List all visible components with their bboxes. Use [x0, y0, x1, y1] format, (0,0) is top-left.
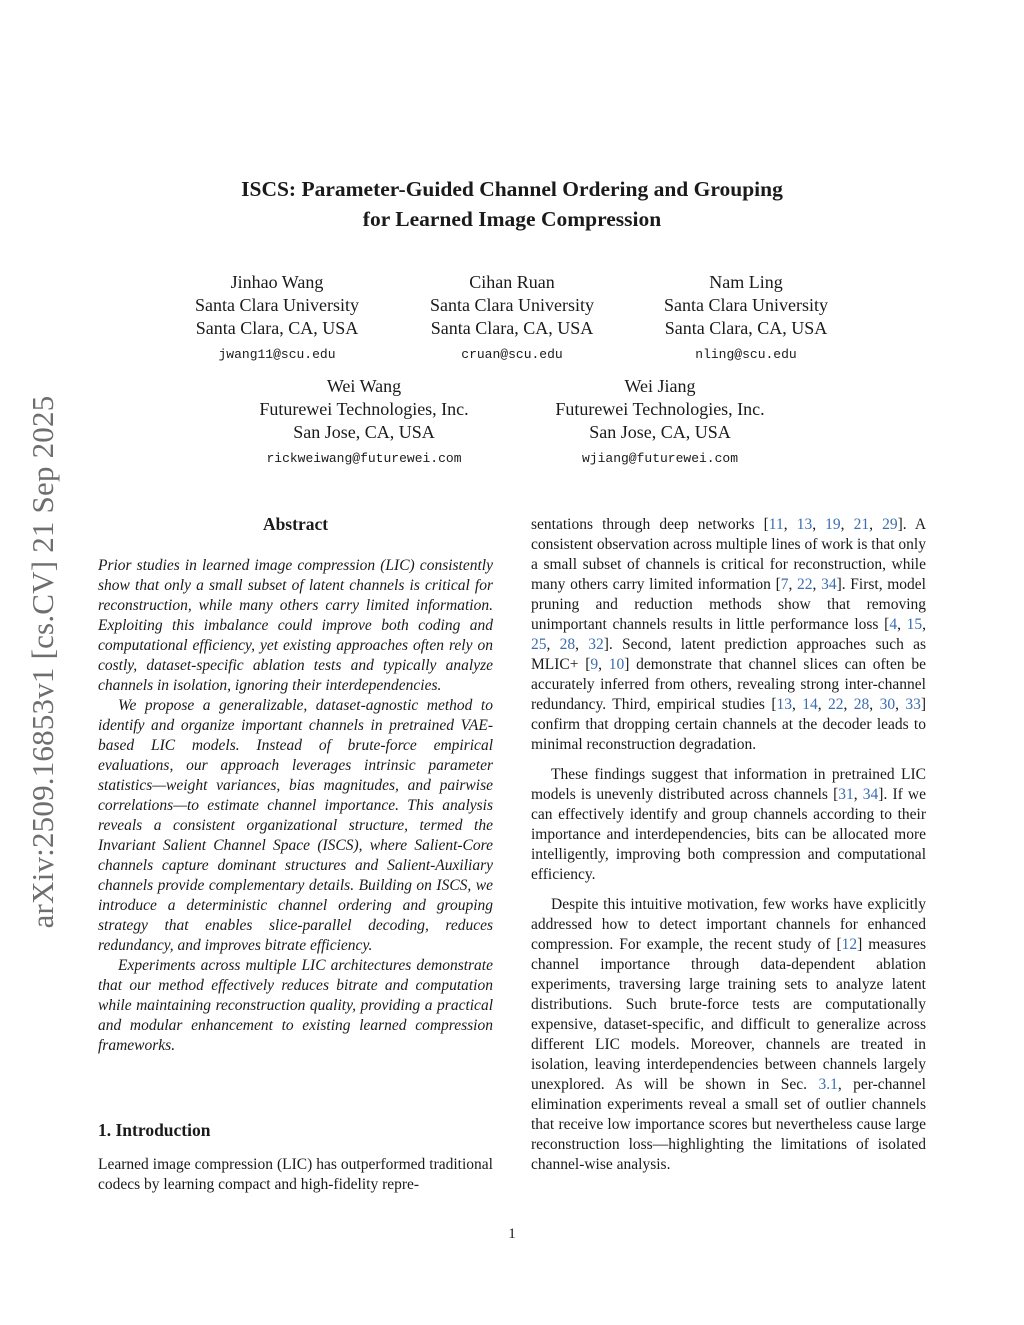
citation-list [818, 1076, 837, 1093]
citation-link[interactable]: 22 [828, 696, 844, 713]
citation-link[interactable]: 12 [841, 936, 858, 953]
abstract-heading: Abstract [262, 514, 329, 534]
body-paragraph [531, 515, 926, 755]
citation-link[interactable]: 11 [768, 516, 784, 533]
citation-link[interactable]: 28 [559, 636, 576, 653]
text-run: , per-channel elimination experiments reveal a small set of outlier channels that receive low importance scores but nevertheless cause large reconstruction loss—highlighting the limitations of isolated channel-wise analysis. [531, 1076, 926, 1173]
author-block [530, 375, 790, 468]
author-email[interactable]: wjiang@futurewei.com [581, 451, 739, 466]
author-block [147, 271, 407, 364]
citation-link[interactable]: 3.1 [818, 1076, 838, 1093]
citation-link[interactable]: 22 [797, 576, 813, 593]
author-name: Wei Wang [326, 376, 402, 396]
author-email[interactable]: cruan@scu.edu [461, 347, 563, 362]
body-paragraph [531, 765, 926, 885]
citation-list: 11, 13, 19, 21, 29 [768, 516, 898, 533]
right-column [531, 515, 926, 1175]
citation-list: 13, 14, 22, 28, 30, 33 [776, 696, 921, 713]
author-location: Santa Clara, CA, USA [664, 318, 828, 338]
citation-link[interactable]: 13 [776, 696, 792, 713]
author-location: Santa Clara, CA, USA [430, 318, 594, 338]
citation-list: 31, 34 [838, 786, 879, 803]
author-affiliation: Futurewei Technologies, Inc. [259, 399, 469, 419]
text-run: ]. A consistent observation across multiple lines of work is that only a small subset of channels is critical for reconstruction, while many others carry limited information [ [531, 516, 927, 593]
citation-link[interactable]: 4 [889, 616, 898, 633]
citation-link[interactable]: 28 [853, 696, 870, 713]
citation-link[interactable]: 25 [531, 636, 547, 653]
citation-link[interactable]: 7 [780, 576, 789, 593]
abstract-paragraph: Experiments across multiple LIC architectures demonstrate that our method effectively reduces bitrate and computation while maintaining reconstruction quality, providing a practical and modular enhancement to existing learned compression frameworks. [98, 957, 493, 1054]
author-affiliation: Santa Clara University [195, 295, 359, 315]
author-location: San Jose, CA, USA [293, 422, 435, 442]
citation-link[interactable]: 9 [590, 656, 599, 673]
text-run: sentations through deep networks [ [531, 516, 769, 533]
citation-link[interactable]: 14 [802, 696, 818, 713]
citation-link[interactable]: 10 [608, 656, 625, 673]
citation-link[interactable]: 34 [821, 576, 837, 593]
author-name: Cihan Ruan [469, 272, 555, 292]
abstract-body [98, 556, 493, 1056]
author-affiliation: Santa Clara University [430, 295, 594, 315]
text-run: ]. If we can effectively identify and group channels according to their importance and interdependencies, bits can be allocated more intelligently, improving both compression and computational efficiency. [531, 786, 927, 883]
author-email[interactable]: nling@scu.edu [695, 347, 797, 362]
title-line-2: for Learned Image Compression [362, 207, 662, 231]
author-name: Jinhao Wang [230, 272, 324, 292]
title-line-1: ISCS: Parameter-Guided Channel Ordering and Grouping [241, 177, 783, 201]
citation-list: 4, 15, 25, 28, 32 [531, 616, 926, 653]
intro-body [98, 1155, 493, 1195]
text-run: ] measures channel importance through data-dependent ablation experiments, traversing large training sets to analyze latent distributions. Such brute-force tests are computationally expensive, dataset-specific, and difficult to generalize across different LIC models. Moreover, channels are treated in isolation, leaving interdependencies between channels largely unexplored. As will be shown in Sec. [531, 936, 926, 1093]
arxiv-identifier: arXiv:2509.16853v1 [cs.CV] 21 Sep 2025 [25, 395, 60, 929]
citation-link[interactable]: 30 [879, 696, 896, 713]
citation-link[interactable]: 33 [905, 696, 921, 713]
author-block [234, 375, 494, 468]
citation-link[interactable]: 34 [862, 786, 879, 803]
citation-list: 9, 10 [590, 656, 625, 673]
author-affiliation: Futurewei Technologies, Inc. [555, 399, 765, 419]
citation-link[interactable]: 15 [906, 616, 923, 633]
author-location: San Jose, CA, USA [589, 422, 731, 442]
abstract-paragraph: We propose a generalizable, dataset-agnostic method to identify and organize important channels in pretrained VAE-based LIC models. Instead of brute-force empirical evaluations, our approach leverages intrinsic parameter statistics—weight variances, bias magnitudes, and pairwise correlations—to estimate channel importance. This analysis reveals a consistent organizational structure, termed the Invariant Salient Channel Space (ISCS), where Salient-Core channels capture dominant structures and Salient-Auxiliary channels provide complementary details. Building on ISCS, we introduce a deterministic channel ordering and grouping strategy that enables slice-parallel decoding, reduces redundancy, and improves bitrate efficiency. [98, 697, 493, 954]
page-number: 1 [508, 1226, 516, 1242]
body-paragraph [531, 895, 926, 1175]
abstract-paragraph: Prior studies in learned image compression (LIC) consistently show that only a small subset of latent channels is critical for reconstruction, while many others carry limited information. Exploiting this imbalance could improve both coding and computational efficiency, yet existing approaches often rely on costly, dataset-specific ablation tests and typically analyze channels in isolation, ignoring their interdependencies. [98, 557, 493, 694]
citation-link[interactable]: 21 [853, 516, 870, 533]
paper-title [150, 174, 874, 234]
citation-list: 7, 22, 34 [780, 576, 837, 593]
intro-paragraph: Learned image compression (LIC) has outperformed traditional codecs by learning compact and high-fidelity repre- [98, 1156, 493, 1193]
author-name: Wei Jiang [624, 376, 696, 396]
author-name: Nam Ling [709, 272, 783, 292]
text-run: ] confirm that dropping certain channels at the decoder leads to minimal reconstruction degradation. [531, 696, 926, 753]
citation-list [842, 936, 858, 953]
citation-link[interactable]: 31 [838, 786, 854, 803]
citation-link[interactable]: 13 [796, 516, 813, 533]
text-run: Despite this intuitive motivation, few works have explicitly addressed how to detect important channels for enhanced compression. For example, the recent study of [ [531, 896, 926, 953]
author-email[interactable]: jwang11@scu.edu [218, 347, 336, 362]
section-heading: 1. Introduction [98, 1120, 211, 1140]
citation-link[interactable]: 19 [825, 516, 841, 533]
text-run: ]. Second, latent prediction approaches such as MLIC+ [ [531, 636, 927, 673]
author-affiliation: Santa Clara University [664, 295, 828, 315]
author-location: Santa Clara, CA, USA [195, 318, 359, 338]
author-block [382, 271, 642, 364]
text-run: ]. First, model pruning and reduction methods show that removing unimportant channels results in little performance loss [ [531, 576, 926, 633]
citation-link[interactable]: 29 [882, 516, 898, 533]
text-run: ] demonstrate that channel slices can often be accurately inferred from others, revealing strong inter-channel redundancy. Third, empirical studies [ [531, 656, 926, 713]
text-run: These findings suggest that information in pretrained LIC models is unevenly distributed across channels [ [531, 766, 926, 803]
author-email[interactable]: rickweiwang@futurewei.com [266, 451, 462, 466]
citation-link[interactable]: 32 [588, 636, 604, 653]
author-block [616, 271, 876, 364]
